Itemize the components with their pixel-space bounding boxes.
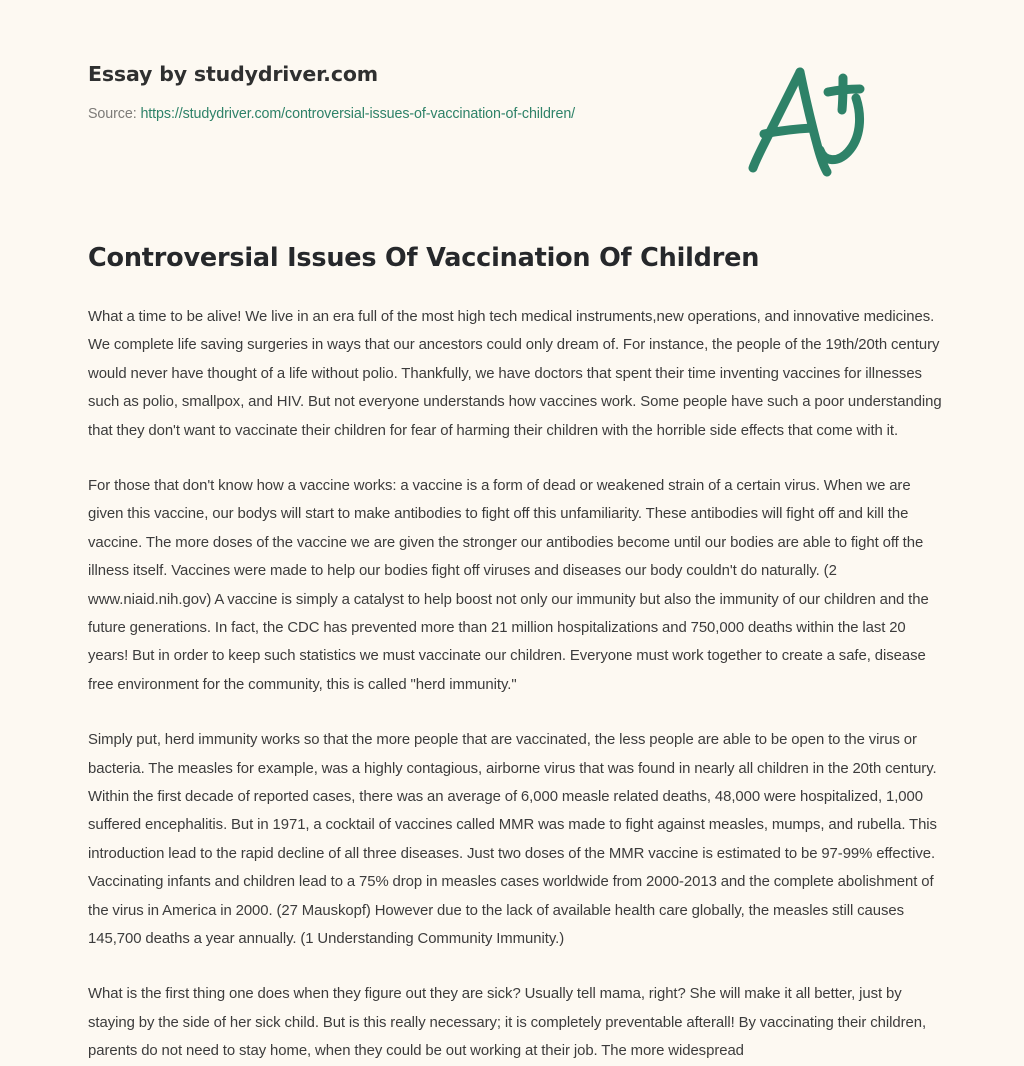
- page-title: Controversial Issues Of Vaccination Of Children: [88, 243, 760, 273]
- article-paragraph: What is the first thing one does when they figure out they are sick? Usually tell mama, right? She will make it all better, just by staying by the side of her sick child. But is this really necessary; it is completely preventable afterall! By vaccinating their children, parents do not need to stay home, when they could be out working at their job. The more widespread: [88, 986, 927, 1060]
- header-text-block: [88, 62, 788, 123]
- article: [88, 243, 944, 1066]
- source-url-link[interactable]: https://studydriver.com/controversial-issues-of-vaccination-of-children/: [140, 105, 576, 122]
- studydriver-a-plus-logo-icon: [732, 58, 882, 188]
- article-paragraph: What a time to be alive! We live in an era full of the most high tech medical instruments,new operations, and innovative medicines. We complete life saving surgeries in ways that our ancestors could only dream of. For instance, the people of the 19th/20th century would never have thought of a life without polio. Thankfully, we have doctors that spent their time inventing vaccines for illnesses such as polio, smallpox, and HIV. But not everyone understands how vaccines work. Some people have such a poor understanding that they don't want to vaccinate their children for fear of harming their children with the horrible side effects that come with it.: [88, 308, 942, 439]
- article-paragraph: Simply put, herd immunity works so that the more people that are vaccinated, the less people are able to be open to the virus or bacteria. The measles for example, was a highly contagious, airborne virus that was found in nearly all children in the 20th century. Within the first decade of reported cases, there was an average of 6,000 measle related deaths, 48,000 were hospitalized, 1,000 suffered encephalitis. But in 1971, a cocktail of vaccines called MMR was made to fight against measles, mumps, and rubella. This introduction lead to the rapid decline of all three diseases. Just two doses of the MMR vaccine is estimated to be 97-99% effective. Vaccinating infants and children lead to a 75% drop in measles cases worldwide from 2000-2013 and the complete abolishment of the virus in America in 2000. (27 Mauskopf) However due to the lack of available health care globally, the measles still causes 145,700 deaths a year annually. (1 Understanding Community Immunity.): [88, 732, 937, 947]
- article-body: [88, 303, 944, 1066]
- source-label: Source:: [88, 105, 141, 122]
- source-line: [88, 105, 788, 124]
- essay-by-heading: Essay by studydriver.com: [88, 62, 378, 86]
- article-paragraph: For those that don't know how a vaccine works: a vaccine is a form of dead or weakened strain of a certain virus. When we are given this vaccine, our bodys will start to make antibodies to fight off this unfamiliarity. These antibodies will fight off and kill the vaccine. The more doses of the vaccine we are given the stronger our antibodies become until our bodies are able to fight off the illness itself. Vaccines were made to help our bodies fight off viruses and diseases our body couldn't do naturally. (2 www.niaid.nih.gov) A vaccine is simply a catalyst to help boost not only our immunity but also the immunity of our children and the future generations. In fact, the CDC has prevented more than 21 million hospitalizations and 750,000 deaths within the last 20 years! But in order to keep such statistics we must vaccinate our children. Everyone must work together to create a safe, disease free environment for the community, this is called "herd immunity.": [88, 477, 929, 693]
- page-header: [88, 62, 944, 192]
